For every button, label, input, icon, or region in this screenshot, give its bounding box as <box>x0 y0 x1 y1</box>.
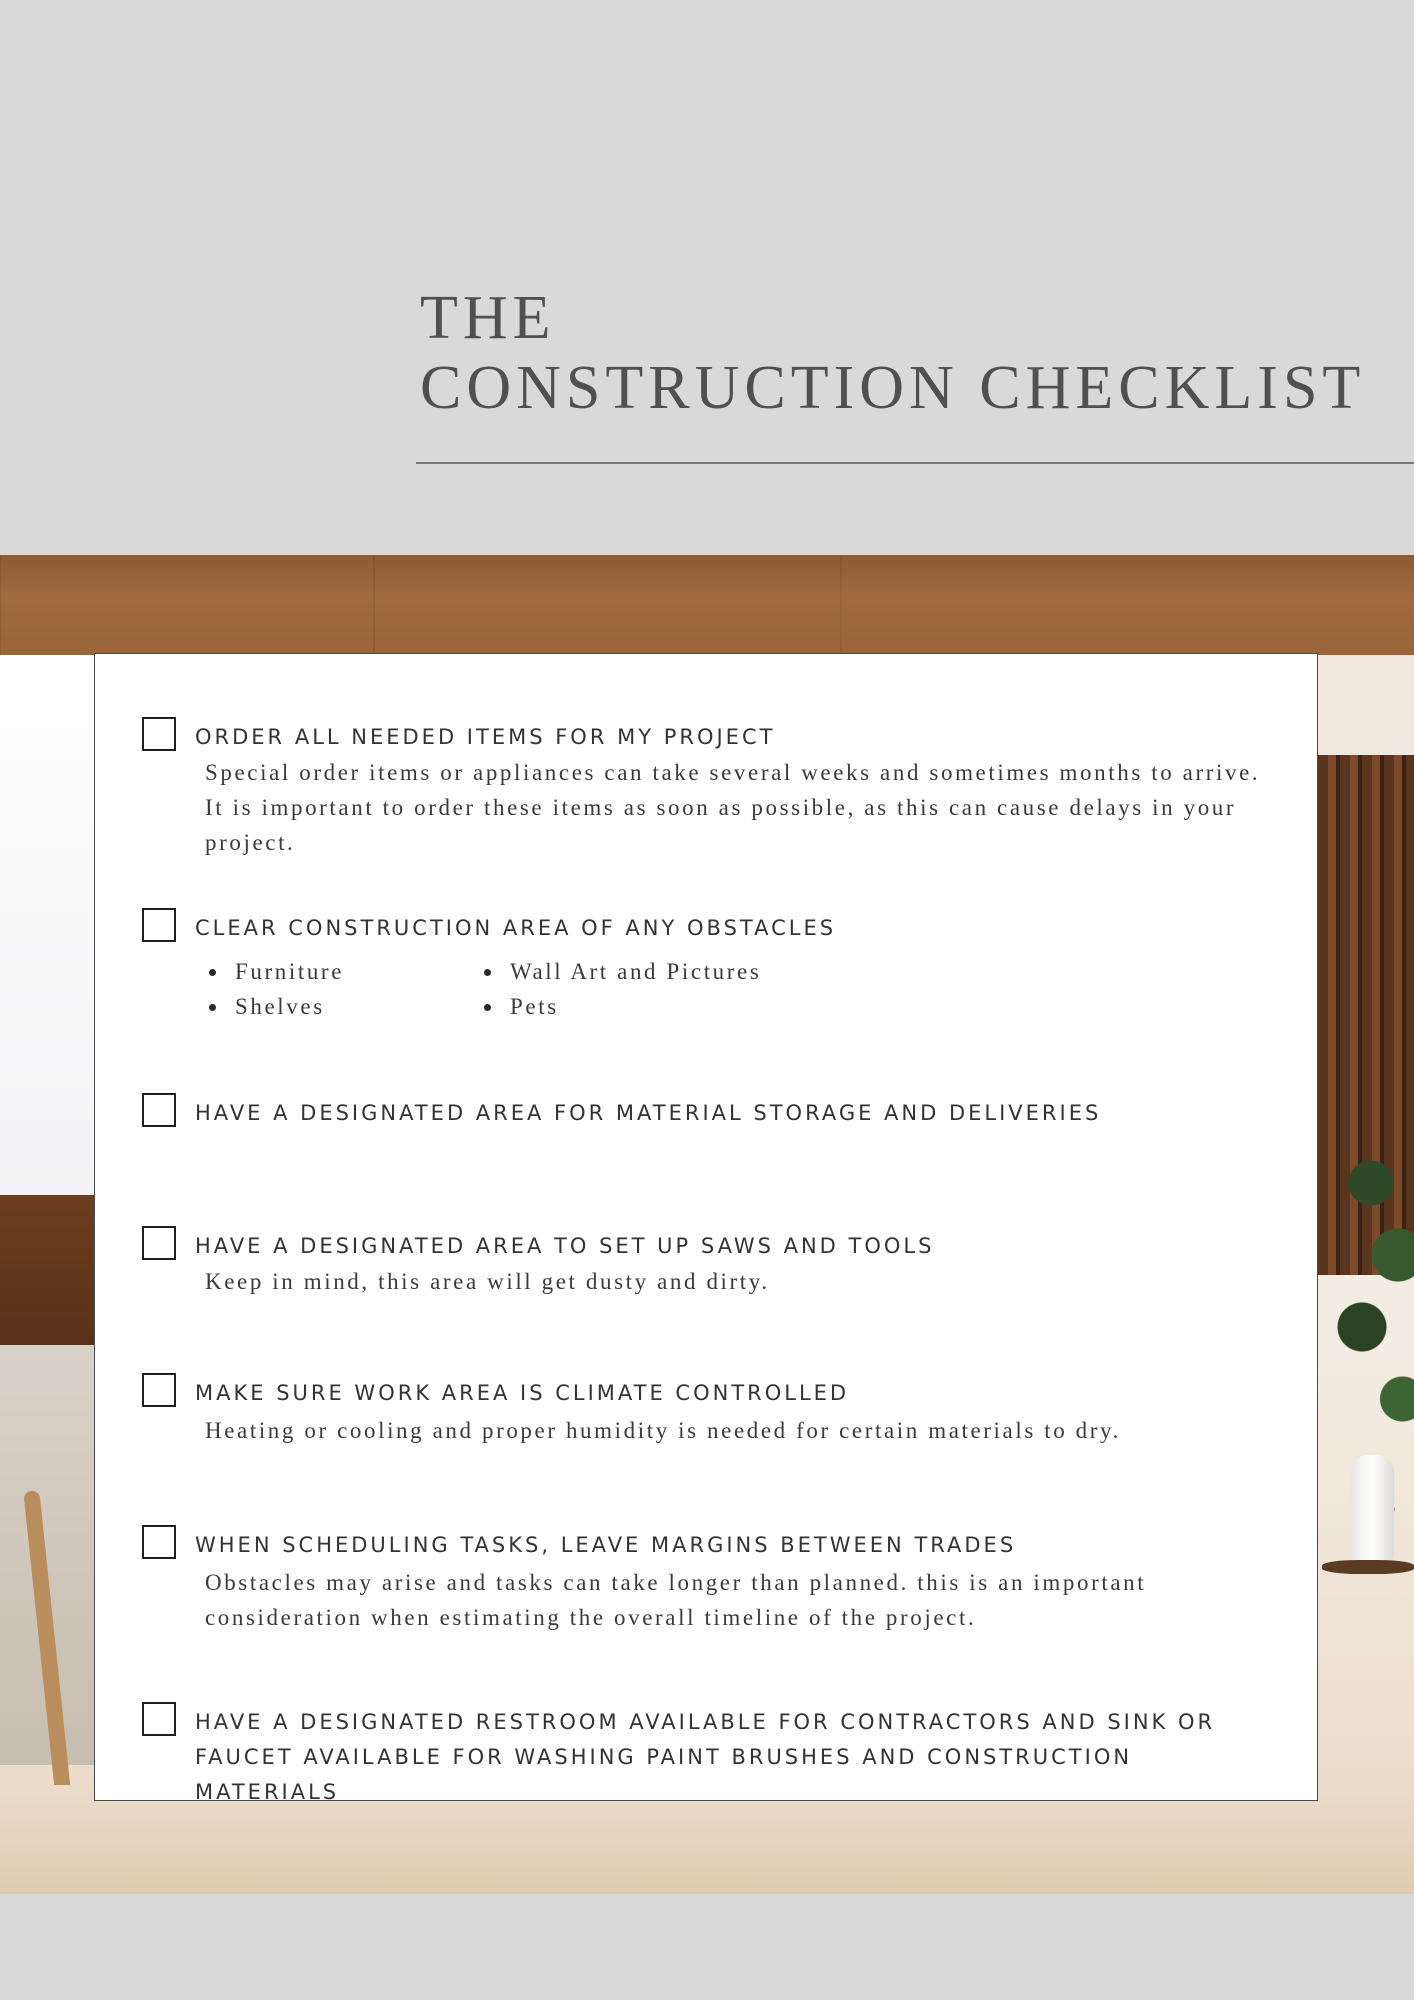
checkbox[interactable] <box>142 1702 176 1736</box>
title-divider <box>416 462 1414 464</box>
item-description: Special order items or appliances can take several weeks and sometimes months to arrive. It is important to order these items as soon as possible, as this can cause delays in your project. <box>205 760 1261 855</box>
wood-ceiling-panel <box>0 555 1414 655</box>
item-description: Keep in mind, this area will get dusty and dirty. <box>205 1269 770 1294</box>
vase <box>1350 1455 1394 1565</box>
checkbox[interactable] <box>142 1373 176 1407</box>
checkbox[interactable] <box>142 1226 176 1260</box>
item-title: HAVE A DESIGNATED RESTROOM AVAILABLE FOR CONTRACTORS AND SINK OR FAUCET AVAILABLE FOR WASHING PAINT BRUSHES AND CONSTRUCTION MATERIALS <box>195 1710 1216 1804</box>
item-description: Obstacles may arise and tasks can take longer than planned. this is an important consideration when estimating the overall timeline of the project. <box>205 1570 1147 1630</box>
vase-tray <box>1322 1560 1414 1574</box>
wood-console <box>0 1195 100 1345</box>
item-title: WHEN SCHEDULING TASKS, LEAVE MARGINS BETWEEN TRADES <box>195 1533 1017 1557</box>
page-title <box>420 283 1365 423</box>
checkbox[interactable] <box>142 717 176 751</box>
checklist-card <box>94 653 1318 1804</box>
checkbox[interactable] <box>142 1525 176 1559</box>
bullet-item: Furniture <box>205 954 344 989</box>
bullet-column <box>480 954 761 1024</box>
checkbox[interactable] <box>142 908 176 942</box>
item-title: MAKE SURE WORK AREA IS CLIMATE CONTROLLED <box>195 1381 850 1405</box>
item-title: HAVE A DESIGNATED AREA FOR MATERIAL STORAGE AND DELIVERIES <box>195 1101 1102 1125</box>
bullet-item: Pets <box>480 989 761 1024</box>
title-line-1: THE <box>420 284 556 352</box>
bullet-column <box>205 954 344 1024</box>
item-title: CLEAR CONSTRUCTION AREA OF ANY OBSTACLES <box>195 916 837 940</box>
title-line-2: CONSTRUCTION CHECKLIST <box>420 354 1366 422</box>
bullet-item: Wall Art and Pictures <box>480 954 761 989</box>
item-title: HAVE A DESIGNATED AREA TO SET UP SAWS AND TOOLS <box>195 1234 935 1258</box>
item-description: Heating or cooling and proper humidity is needed for certain materials to dry. <box>205 1418 1122 1443</box>
bullet-item: Shelves <box>205 989 344 1024</box>
item-title: ORDER ALL NEEDED ITEMS FOR MY PROJECT <box>195 725 776 749</box>
checkbox[interactable] <box>142 1093 176 1127</box>
